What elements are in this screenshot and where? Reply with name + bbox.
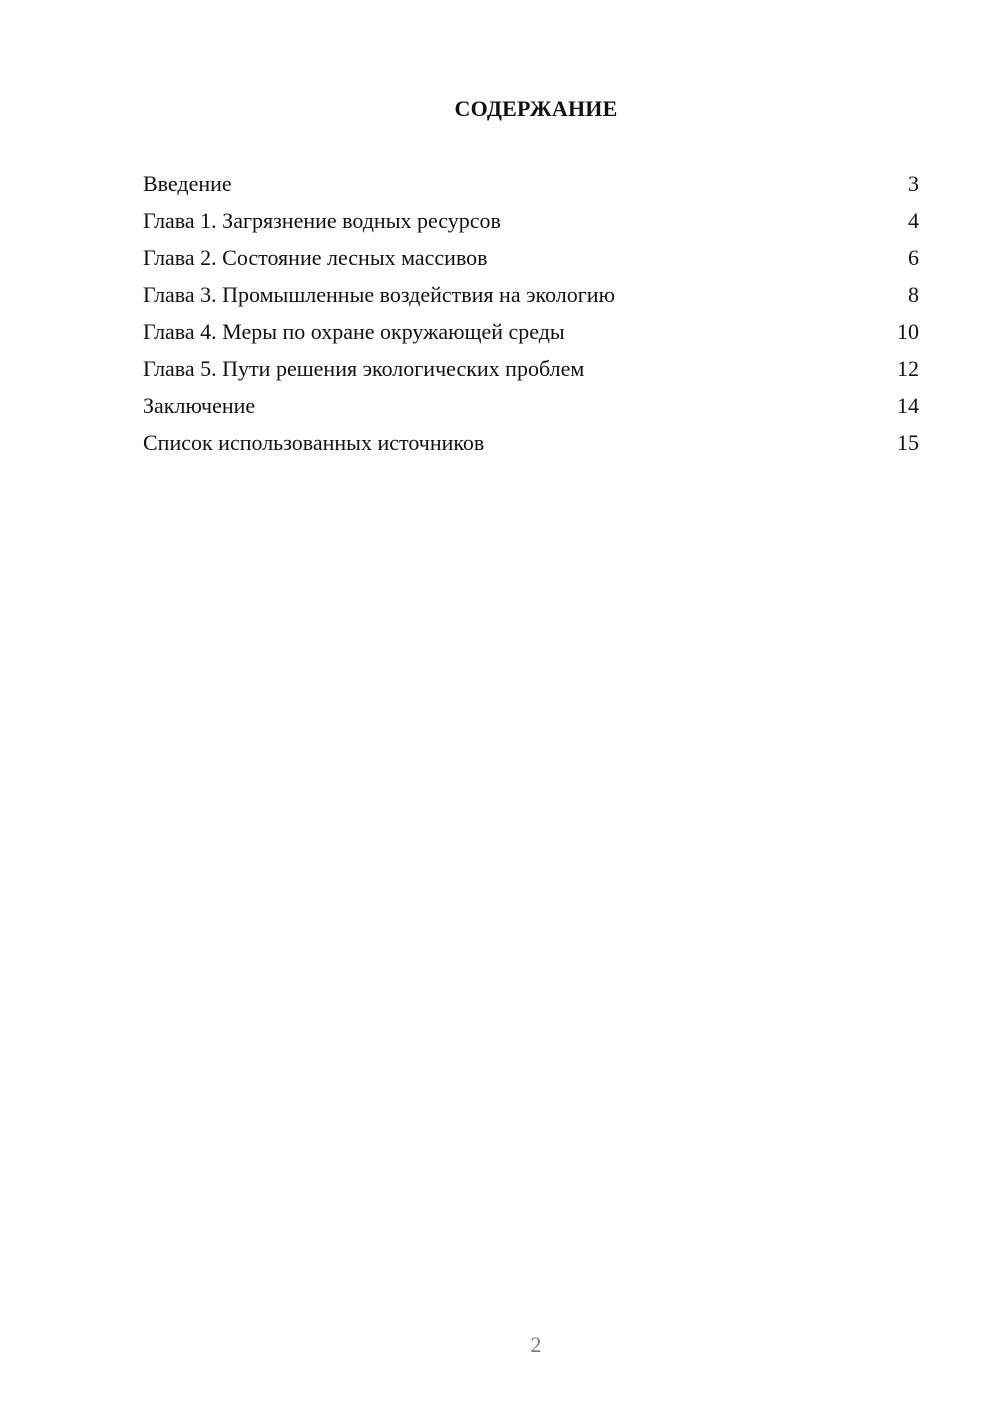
- toc-entry-title: Глава 3. Промышленные воздействия на экологию: [143, 282, 616, 307]
- toc-entry-page: 8: [908, 282, 919, 307]
- toc-entry-page: 6: [908, 245, 919, 270]
- toc-entry-title: Заключение: [143, 393, 256, 418]
- toc-entry-page: 14: [897, 393, 919, 418]
- toc-entry-chapter-5[interactable]: [143, 354, 919, 391]
- toc-entry-references[interactable]: [143, 428, 919, 465]
- toc-entry-page: 15: [897, 430, 919, 455]
- toc-entry-title: Введение: [143, 171, 232, 196]
- toc-entry-title: Глава 5. Пути решения экологических проблем: [143, 356, 585, 381]
- toc-entry-page: 3: [908, 171, 919, 196]
- toc-entry-page: 10: [897, 319, 919, 344]
- toc-entry-chapter-3[interactable]: [143, 280, 919, 317]
- toc-entry-conclusion[interactable]: [143, 391, 919, 428]
- toc-entry-chapter-2[interactable]: [143, 243, 919, 280]
- toc-entry-chapter-1[interactable]: [143, 206, 919, 243]
- toc-entry-title: Список использованных источников: [143, 430, 485, 455]
- page-number: 2: [530, 1332, 542, 1357]
- toc-entry-title: Глава 1. Загрязнение водных ресурсов: [143, 208, 501, 233]
- table-of-contents: [143, 169, 919, 465]
- toc-entry-title: Глава 4. Меры по охране окружающей среды: [143, 319, 565, 344]
- toc-entry-title: Глава 2. Состояние лесных массивов: [143, 245, 488, 270]
- toc-entry-page: 4: [908, 208, 919, 233]
- toc-entry-chapter-4[interactable]: [143, 317, 919, 354]
- page-title: СОДЕРЖАНИЕ: [454, 96, 618, 121]
- toc-entry-introduction[interactable]: [143, 169, 919, 206]
- toc-entry-page: 12: [897, 356, 919, 381]
